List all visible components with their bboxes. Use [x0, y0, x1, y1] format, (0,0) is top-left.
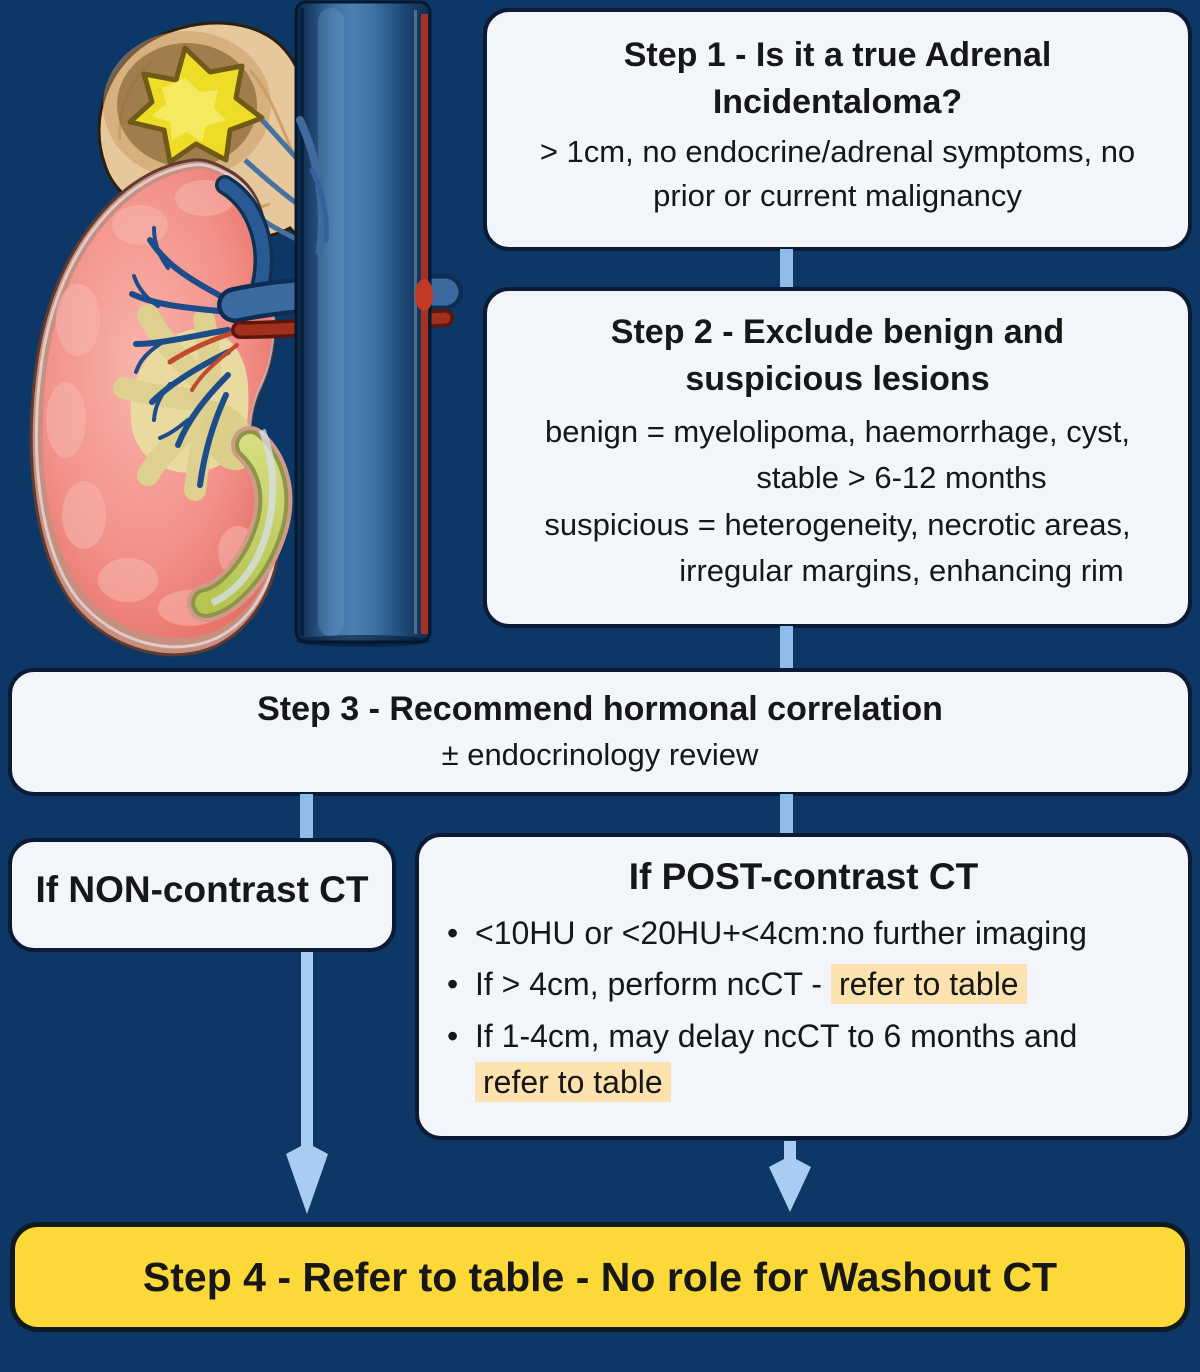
bullet-icon: • [447, 966, 459, 1003]
non-contrast-box [8, 838, 396, 952]
post-bullet-1 [439, 912, 1168, 954]
connector-line [300, 794, 313, 838]
step3-title: Step 3 - Recommend hormonal correlation [257, 690, 943, 728]
kidney [31, 160, 278, 655]
bullet-icon: • [447, 915, 459, 952]
refer-to-table-highlight: refer to table [831, 964, 1027, 1004]
post-bullet-2 [439, 963, 1168, 1005]
arrow-down-icon [285, 952, 329, 1216]
step4-title: Step 4 - Refer to table - No role for Washout CT [142, 1253, 1058, 1300]
step2-body-line3: suspicious = heterogeneity, necrotic areas, [544, 506, 1131, 542]
connector-line [780, 626, 793, 668]
post-bullet-1-text: <10HU or <20HU+<4cm:no further imaging [475, 915, 1087, 952]
step1-body-line2: prior or current malignancy [653, 177, 1022, 213]
ivc-vessel [296, 2, 433, 647]
bullet-icon: • [447, 1017, 459, 1054]
post-bullet-3 [439, 1015, 1168, 1057]
post-bullet-2-text: If > 4cm, perform ncCT - [475, 966, 831, 1003]
step1-body-line1: > 1cm, no endocrine/adrenal symptoms, no [539, 133, 1136, 169]
step4-box [10, 1222, 1190, 1332]
connector-line [780, 249, 793, 289]
step2-body-line4: irregular margins, enhancing rim [679, 553, 1124, 589]
step1-box [483, 8, 1192, 251]
step2-body-line1: benign = myelolipoma, haemorrhage, cyst, [544, 413, 1130, 449]
step2-body-line2: stable > 6-12 months [756, 460, 1047, 496]
arrow-down-icon [768, 1141, 812, 1214]
kidney-adrenal-illustration [0, 0, 480, 660]
non-contrast-title: If NON-contrast CT [35, 869, 369, 910]
step3-subtitle: ± endocrinology review [441, 736, 759, 772]
refer-to-table-highlight: refer to table [475, 1062, 671, 1102]
post-contrast-title: If POST-contrast CT [628, 856, 979, 897]
post-bullet-3-text: If 1-4cm, may delay ncCT to 6 months and [475, 1017, 1078, 1054]
step2-box [483, 287, 1192, 628]
post-contrast-box [415, 833, 1192, 1140]
step2-title: Step 2 - Exclude benign and suspicious lesions [610, 313, 1065, 398]
step1-title: Step 1 - Is it a true Adrenal Incidentaloma? [623, 36, 1052, 121]
step3-box [8, 668, 1192, 796]
connector-line [780, 794, 793, 833]
post-bullet-3-wrap [439, 1061, 1168, 1103]
aorta-stripe [421, 14, 428, 634]
